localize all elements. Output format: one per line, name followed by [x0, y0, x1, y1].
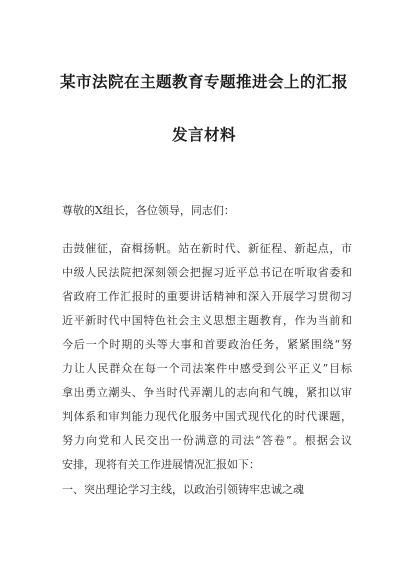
paragraph-line: 击鼓催征，奋楫扬帆。站在新时代、新征程、新起点，市	[62, 242, 352, 255]
salutation: 尊敬的X组长，各位领导，同志们：	[62, 204, 235, 217]
paragraph-line: 省政府工作汇报时的重要讲话精神和深入开展学习贯彻习	[62, 290, 352, 303]
section-heading: 一、突出理论学习主线，以政治引领铸牢忠诚之魂	[62, 483, 304, 496]
paragraph-line: 拿出勇立潮头、争当时代弄潮儿的志向和气魄，紧扣以审	[62, 386, 352, 399]
document-title-line-2: 发言材料	[171, 125, 236, 144]
paragraph-line: 判体系和审判能力现代化服务中国式现代化的时代课题，	[62, 410, 352, 423]
document-title-line-1: 某市法院在主题教育专题推进会上的汇报	[59, 72, 348, 91]
paragraph-line: 努力向党和人民交出一份满意的司法“答卷”。根据会议	[62, 434, 352, 447]
paragraph-line: 安排，现将有关工作进展情况汇报如下：	[62, 458, 260, 471]
paragraph-line: 力让人民群众在每一个司法案件中感受到公平正义”目标	[62, 362, 352, 375]
paragraph-line: 中级人民法院把深刻领会把握习近平总书记在听取省委和	[62, 266, 352, 279]
paragraph-line: 今后一个时期的头等大事和首要政治任务，紧紧围绕“努	[62, 338, 352, 351]
paragraph-line: 近平新时代中国特色社会主义思想主题教育，作为当前和	[62, 314, 352, 327]
